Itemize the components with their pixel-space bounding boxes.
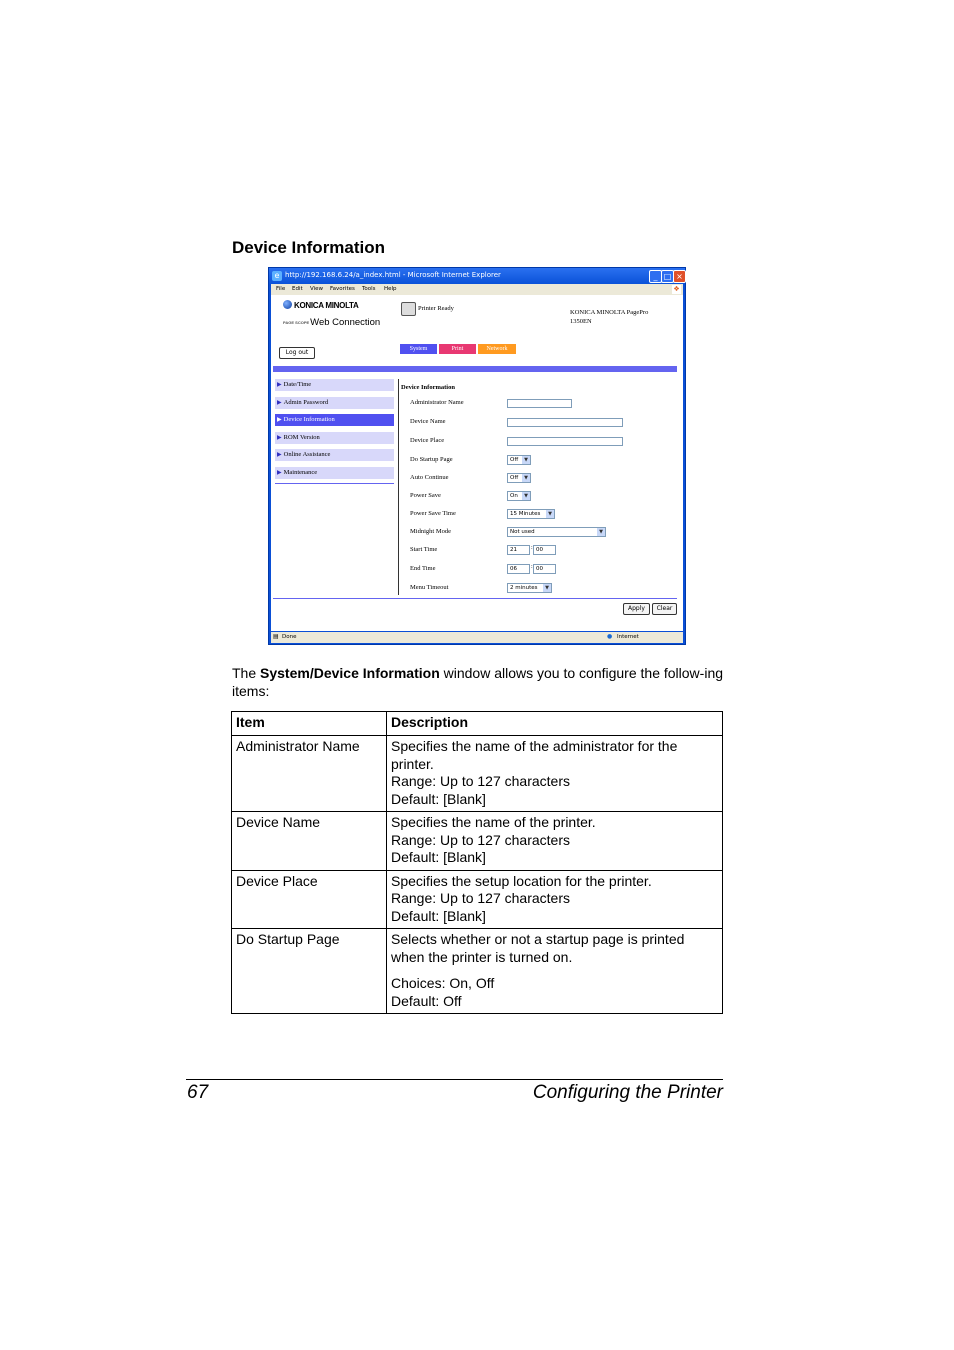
chevron-down-icon: ▼ <box>597 528 605 536</box>
browser-status-bar <box>271 632 683 643</box>
description-line: Range: Up to 127 characters <box>391 773 570 789</box>
maximize-icon[interactable]: □ <box>661 270 674 283</box>
administrator-name-input[interactable] <box>507 399 572 408</box>
start-time-hour-input[interactable]: 21 <box>507 545 530 555</box>
start-time-minute-input[interactable]: 00 <box>533 545 556 555</box>
table-row <box>232 736 723 812</box>
sidebar-item-admin-password[interactable] <box>275 397 394 409</box>
description-line: Default: [Blank] <box>391 790 486 807</box>
menu-file[interactable]: File <box>276 286 286 292</box>
label-administrator-name: Administrator Name <box>410 399 464 406</box>
tab-system[interactable]: System <box>400 344 437 354</box>
footer-title: Configuring the Printer <box>532 1082 723 1103</box>
sidebar-item-label: ROM Version <box>283 433 320 441</box>
browser-content <box>271 295 683 631</box>
chevron-down-icon: ▼ <box>522 492 530 500</box>
description-line: Default: Off <box>391 992 462 1009</box>
menu-favorites[interactable]: Favorites <box>330 286 355 292</box>
section-title: Device Information <box>232 238 386 257</box>
globe-icon <box>283 300 292 309</box>
row-item: Device Place <box>232 870 387 929</box>
menu-timeout-select[interactable] <box>507 583 552 593</box>
sidebar-item-date-time[interactable] <box>275 379 394 391</box>
chevron-down-icon: ▼ <box>522 456 530 464</box>
clear-button[interactable]: Clear <box>652 603 677 615</box>
footer-rule <box>186 1079 723 1080</box>
label-device-place: Device Place <box>410 437 445 444</box>
tab-network[interactable]: Network <box>478 344 516 354</box>
items-table <box>231 711 723 1014</box>
menu-help[interactable]: Help <box>384 286 397 292</box>
web-connection-logo <box>283 317 380 328</box>
sidebar-item-online-assistance[interactable] <box>275 449 394 461</box>
select-value: 15 Minutes <box>510 511 541 517</box>
description-line: Default: [Blank] <box>391 907 486 924</box>
device-name-input[interactable] <box>507 418 623 427</box>
sidebar-item-rom-version[interactable] <box>275 432 394 444</box>
content-divider <box>398 379 399 595</box>
menu-view[interactable]: View <box>310 286 324 292</box>
description-line: Selects whether or not a startup page is printed when the printer is turned on. <box>391 931 685 965</box>
browser-window <box>268 267 686 645</box>
sidebar-divider <box>275 483 394 484</box>
row-item: Administrator Name <box>232 736 387 812</box>
brand-logo-text: KONICA MINOLTA <box>294 301 359 310</box>
table-row <box>232 812 723 871</box>
minimize-icon[interactable]: _ <box>649 270 662 283</box>
description-line: Choices: On, Off <box>391 975 495 991</box>
ie-icon: e <box>272 271 282 281</box>
apply-button[interactable]: Apply <box>623 603 650 615</box>
sidebar-item-label: Device Information <box>283 416 335 423</box>
status-text: Done <box>282 634 297 640</box>
label-end-time: End Time <box>410 565 436 572</box>
chevron-down-icon: ▼ <box>546 510 554 518</box>
header-description: Description <box>387 712 723 736</box>
label-power-save: Power Save <box>410 492 441 499</box>
model-line-1: KONICA MINOLTA PagePro <box>570 309 649 316</box>
select-value: Not used <box>510 529 535 535</box>
label-auto-continue: Auto Continue <box>410 474 449 481</box>
power-save-time-select[interactable] <box>507 509 555 519</box>
description-line: Range: Up to 127 characters <box>391 890 570 906</box>
row-item: Do Startup Page <box>232 929 387 1014</box>
arrow-icon: ▶ <box>277 434 282 441</box>
arrow-icon: ▶ <box>277 452 282 458</box>
tab-print[interactable]: Print <box>439 344 476 354</box>
sidebar-item-label: Date/Time <box>283 381 312 388</box>
web-connection-label: Web Connection <box>310 317 381 328</box>
label-do-startup-page: Do Startup Page <box>410 456 453 463</box>
select-value: On <box>510 493 518 499</box>
description-line: Default: [Blank] <box>391 849 486 865</box>
form-title: Device Information <box>401 384 455 391</box>
select-value: 2 minutes <box>510 585 538 591</box>
chevron-down-icon: ▼ <box>543 584 551 592</box>
arrow-icon: ▶ <box>277 399 282 406</box>
end-time-minute-input[interactable]: 00 <box>533 564 556 574</box>
time-separator: : <box>531 564 533 570</box>
arrow-icon: ▶ <box>277 382 282 388</box>
header-divider <box>273 366 677 372</box>
browser-title: http://192.168.6.24/a_index.html - Microsoft Internet Explorer <box>285 271 501 279</box>
midnight-mode-select[interactable] <box>507 527 606 537</box>
zone-text: Internet <box>617 634 639 640</box>
page-number: 67 <box>187 1082 209 1103</box>
row-description <box>387 812 723 871</box>
menu-edit[interactable]: Edit <box>292 286 303 292</box>
select-value: Off <box>510 457 519 463</box>
sidebar-item-label: Maintenance <box>283 468 318 476</box>
row-description <box>387 870 723 929</box>
page-icon: ▤ <box>273 633 279 640</box>
menu-tools[interactable]: Tools <box>362 286 376 292</box>
intro-bold: System/Device Information <box>260 665 440 681</box>
chevron-down-icon: ▼ <box>522 474 530 482</box>
sidebar-item-label: Admin Password <box>283 398 329 406</box>
sidebar-item-device-information[interactable] <box>275 414 394 426</box>
intro-suffix: window allows you to configure the follow-ing items: <box>232 665 724 699</box>
description-line: Range: Up to 127 characters <box>391 831 570 848</box>
close-icon[interactable]: × <box>673 270 686 283</box>
footer-divider <box>273 598 677 599</box>
label-start-time: Start Time <box>410 546 438 553</box>
model-line-2: 1350EN <box>570 318 592 325</box>
description-line: Specifies the name of the printer. <box>391 814 596 830</box>
pagescope-badge: PAGE SCOPE <box>283 320 310 325</box>
arrow-icon: ▶ <box>277 469 282 476</box>
row-item: Device Name <box>232 812 387 871</box>
printer-model <box>570 308 680 326</box>
device-place-input[interactable] <box>507 437 623 446</box>
browser-menu-bar <box>271 284 683 295</box>
power-save-select[interactable] <box>507 491 531 501</box>
table-row <box>232 929 723 1014</box>
label-midnight-mode: Midnight Mode <box>410 528 451 535</box>
arrow-icon: ▶ <box>277 417 282 423</box>
header-item: Item <box>232 712 387 736</box>
do-startup-page-select[interactable] <box>507 455 531 465</box>
logout-button[interactable]: Log out <box>279 347 315 359</box>
end-time-hour-input[interactable]: 06 <box>507 564 530 574</box>
intro-prefix: The <box>232 665 261 681</box>
table-header-row <box>232 712 723 736</box>
time-separator: : <box>531 545 533 551</box>
printer-status: Printer Ready <box>418 305 454 312</box>
table-row <box>232 870 723 929</box>
intro-paragraph <box>232 665 727 700</box>
description-line: Specifies the setup location for the printer. <box>391 872 652 889</box>
row-description <box>387 736 723 812</box>
row-description <box>387 929 723 1014</box>
auto-continue-select[interactable] <box>507 473 531 483</box>
label-power-save-time: Power Save Time <box>410 510 456 517</box>
label-menu-timeout: Menu Timeout <box>410 584 449 591</box>
browser-title-bar <box>269 268 685 284</box>
select-value: Off <box>510 475 519 481</box>
internet-zone-icon: ● <box>607 633 613 640</box>
konica-minolta-logo <box>283 300 359 310</box>
sidebar-item-maintenance[interactable] <box>275 467 394 479</box>
windows-logo-icon: ❖ <box>673 285 680 293</box>
label-device-name: Device Name <box>410 418 446 425</box>
description-line: Specifies the name of the administrator for the printer. <box>391 738 678 772</box>
sidebar-item-label: Online Assistance <box>283 451 331 458</box>
printer-icon <box>401 302 416 316</box>
